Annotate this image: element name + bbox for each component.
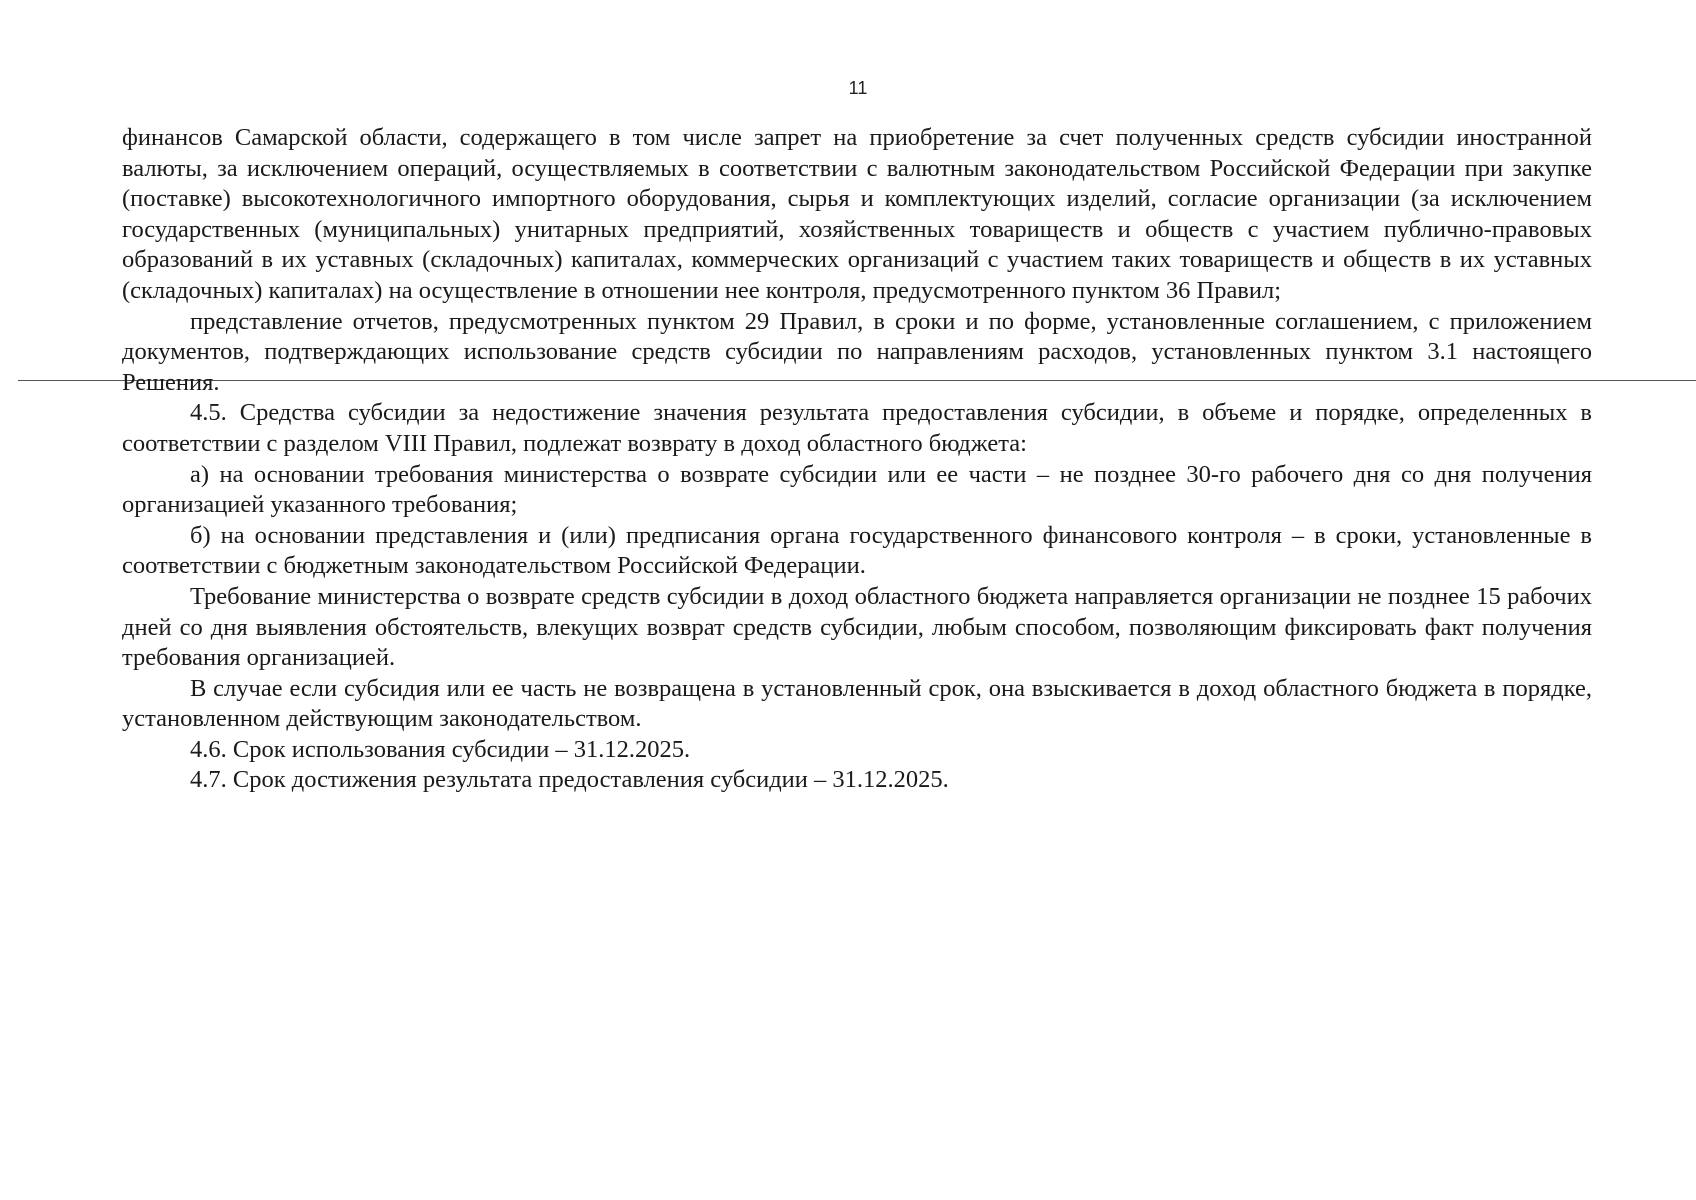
paragraph-4-5: 4.5. Средства субсидии за недостижение значения результата предоставления субсидии, в объеме и порядке, определенных в соответствии с разделом VIII Правил, подлежат возврату в доход областного бюджета: xyxy=(122,399,1592,457)
paragraph-4-7: 4.7. Срок достижения результата предоставления субсидии – 31.12.2025. xyxy=(190,766,949,794)
paragraph-4-5-b: б) на основании представления и (или) предписания органа государственного финансового контроля – в сроки, установленные в соответствии с бюджетным законодательством Российской Федерации. xyxy=(122,521,1592,580)
paragraph-return-requirement: Требование министерства о возврате средств субсидии в доход областного бюджета направляется организации не позднее 15 рабочих дней со дня выявления обстоятельств, влекущих возврат средств субсидии, любым способом, позволяющим фиксировать факт получения требования организацией. xyxy=(122,582,1592,672)
paragraph-recovery: В случае если субсидия или ее часть не возвращена в установленный срок, она взыскивается в доход областного бюджета в порядке, установленном действующим законодательством. xyxy=(122,674,1592,733)
paragraph-continuation: финансов Самарской области, содержащего в том числе запрет на приобретение за счет полученных средств субсидии иностранной валюты, за исключением операций, осуществляемых в соответствии с валютным законодательством Российской Федерации при закупке (поставке) высокотехнологичного импортного оборудования, сырья и комплектующих изделий, согласие организации (за исключением государственных (муниципальных) унитарных предприятий, хозяйственных товариществ и обществ с участием публично-правовых образований в их уставных (складочных) капиталах, коммерческих организаций с участием таких товариществ и обществ в их уставных (складочных) капиталах) на осуществление в отношении нее контроля, предусмотренного пунктом 36 Правил; xyxy=(122,124,1592,304)
paragraph-reports: представление отчетов, предусмотренных пунктом 29 Правил, в сроки и по форме, установленные соглашением, с приложением документов, подтверждающих использование средств субсидии по направлениям расходов, установленных пунктом 3.1 настоящего Решения. xyxy=(122,307,1592,396)
page-number: 11 xyxy=(848,78,868,98)
paragraph-4-5-a: а) на основании требования министерства о возврате субсидии или ее части – не позднее 30-го рабочего дня со дня получения организацией указанного требования; xyxy=(122,460,1592,519)
paragraph-4-6: 4.6. Срок использования субсидии – 31.12.2025. xyxy=(190,735,691,763)
document-body xyxy=(122,123,1592,796)
